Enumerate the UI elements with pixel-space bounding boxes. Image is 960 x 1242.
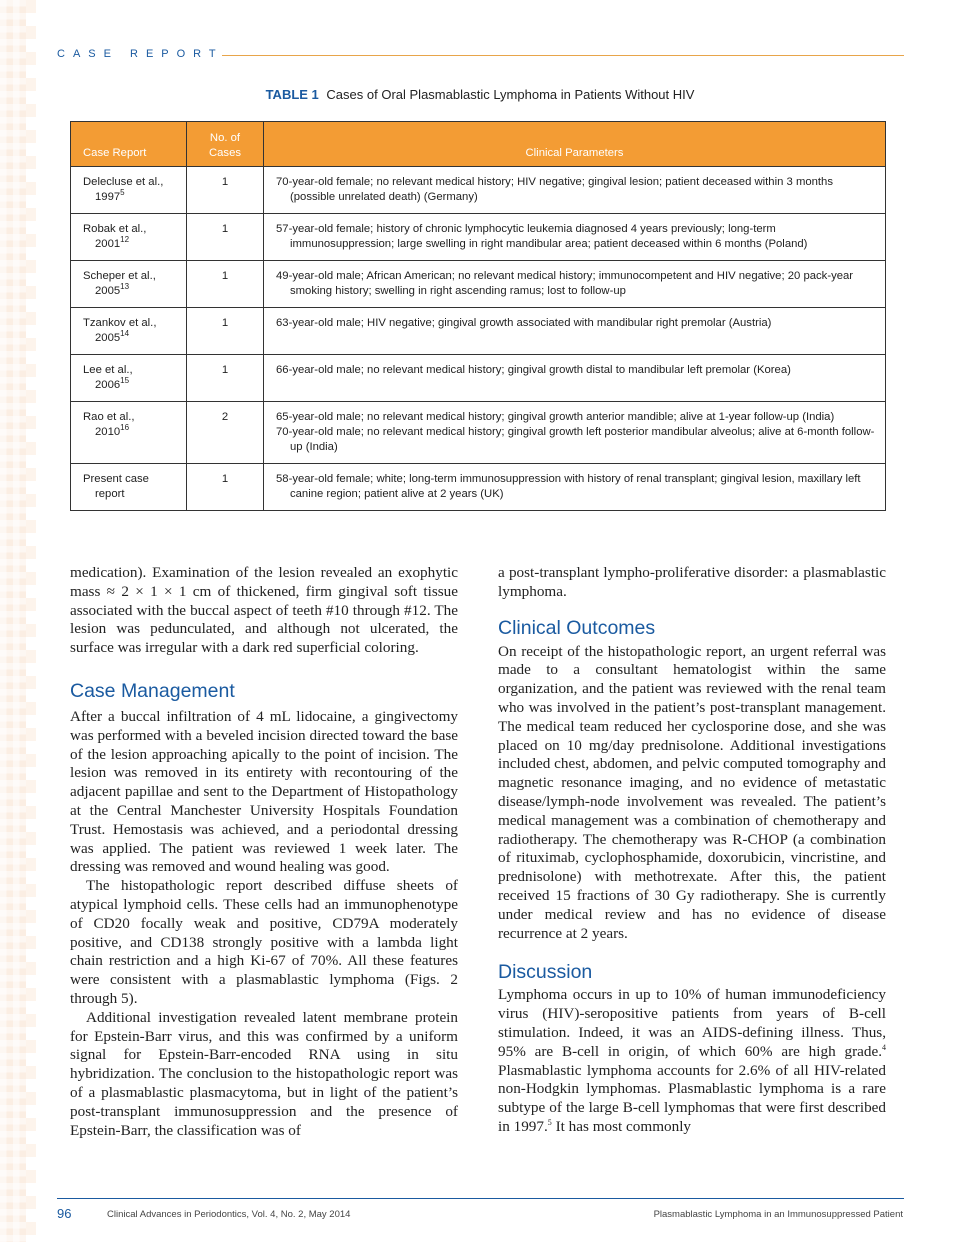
case-year-line [83, 487, 178, 502]
case-report-cell [71, 261, 187, 308]
number-of-cases-cell: 1 [187, 167, 264, 214]
heading-discussion: Discussion [498, 961, 593, 984]
case-citation-ref: 15 [120, 376, 130, 386]
column-header-case-report: Case Report [71, 122, 187, 167]
clinical-parameters-cell [264, 261, 886, 308]
case-year-line [83, 284, 178, 299]
clinical-parameter-entry: 63-year-old male; HIV negative; gingival growth associated with mandibular right premolar (Austria) [276, 317, 772, 329]
case-year-line [83, 237, 178, 252]
case-report-cell [71, 308, 187, 355]
case-year: 2010 [95, 426, 121, 438]
number-of-cases-cell: 1 [187, 308, 264, 355]
clinical-parameter-entry: 57-year-old female; history of chronic lymphocytic leukemia diagnosed 4 years previously; long-term immunosuppression; large swelling in right mandibular area; patient deceased within 6 months (Poland) [276, 223, 808, 250]
table-label: TABLE 1 [265, 87, 319, 102]
case-year: report [95, 488, 125, 500]
clinical-parameters-cell [264, 214, 886, 261]
discussion-text-a: Lymphoma occurs in up to 10% of human immunodeficiency virus (HIV)-seropositive patients from years of B-cell stimulation. Indeed, it was an AIDS-defining illness. Thus, 95% are B-cell in origin, of which 60% are high grade. [498, 986, 886, 1060]
case-year-line [83, 378, 178, 393]
case-citation-ref: 12 [120, 235, 130, 245]
clinical-outcomes-paragraph: On receipt of the histopathologic report, an urgent referral was made to a consultant hematologist within the same organization, and the patient was reviewed with the renal team who was involved in the patient’s post-transplant management. The medical team reduced her cyclosporine dose, and she was placed on 10 mg/day prednisolone. Additional investigations included chest, abdomen, and pelvic computed tomography and magnetic resonance imaging, and no evidence of metastatic disease/lymph-node involvement was revealed. The patient’s medical management was a combination of chemotherapy and radiotherapy. The chemotherapy was R-CHOP (a combination of rituximab, cyclophosphamide, doxorubicin, vincristine, and prednisolone) with methotrexate. After this, the patient received 15 fractions of 30 Gy radiotherapy. She is currently under medical review and has no evidence of disease recurrence at 2 years. [498, 642, 886, 942]
case-year: 2005 [95, 285, 121, 297]
table-header-row [71, 122, 886, 167]
number-of-cases-cell: 2 [187, 402, 264, 464]
case-author: Robak et al., [83, 223, 147, 235]
table-row [71, 355, 886, 402]
clinical-parameter-entry: 49-year-old male; African American; no relevant medical history; immunocompetent and HIV negative; 20 pack-year smoking history; swelling in right ascending ramus; lost to follow-up [276, 270, 854, 297]
table-title: Cases of Oral Plasmablastic Lymphoma in Patients Without HIV [326, 87, 695, 102]
case-author: Present case [83, 473, 149, 485]
number-of-cases-cell: 1 [187, 464, 264, 511]
citation-ref: 4 [882, 1042, 886, 1052]
intro-paragraph: medication). Examination of the lesion revealed an exophytic mass ≈ 2 × 1 × 1 cm of thickened, firm gingival soft tissue associated with the buccal aspect of teeth #10 through #12. The lesion was pedunculated, and although not ulcerated, the surface was irregular with a dark red superficial coloring. [70, 564, 458, 657]
number-of-cases-cell: 1 [187, 214, 264, 261]
case-author: Delecluse et al., [83, 176, 164, 188]
case-year: 1997 [95, 191, 121, 203]
column-header-cases-line2: Cases [208, 147, 242, 159]
table-caption [0, 87, 960, 102]
case-year-line [83, 190, 178, 205]
case-year-line [83, 425, 178, 440]
case-management-paragraph-3: Additional investigation revealed latent membrane protein for Epstein-Barr virus, and this was confirmed by a uniform signal for Epstein-Barr-encoded RNA using in situ hybridization. The conclusion to the histopathologic report was of a plasmablastic plasmacytoma, but in light of the patient’s post-transplant immunosuppression and the presence of Epstein-Barr, the classification was of [70, 1008, 458, 1139]
case-report-cell [71, 402, 187, 464]
clinical-parameters-cell [264, 355, 886, 402]
case-author: Rao et al., [83, 411, 135, 423]
column-header-no-of-cases [187, 122, 264, 167]
discussion-paragraph [498, 986, 886, 1136]
case-report-cell [71, 214, 187, 261]
case-author: Scheper et al., [83, 270, 156, 282]
case-citation-ref: 16 [120, 423, 130, 433]
decorative-margin-pattern [0, 0, 26, 1242]
case-year-line [83, 331, 178, 346]
table-row [71, 261, 886, 308]
number-of-cases-cell: 1 [187, 261, 264, 308]
header-rule [222, 55, 904, 56]
citation-ref: 5 [547, 1117, 552, 1127]
section-label: CASE REPORT [57, 48, 224, 60]
case-year: 2005 [95, 332, 121, 344]
journal-citation: Clinical Advances in Periodontics, Vol. 4, No. 2, May 2014 [107, 1209, 351, 1220]
case-year: 2001 [95, 238, 121, 250]
case-report-cell [71, 355, 187, 402]
page-number: 96 [57, 1206, 72, 1221]
column-header-clinical-parameters: Clinical Parameters [264, 122, 886, 167]
clinical-parameters-cell [264, 464, 886, 511]
heading-clinical-outcomes: Clinical Outcomes [498, 616, 656, 639]
decorative-margin-pattern-inner [26, 0, 36, 1242]
cases-table [70, 121, 886, 511]
case-report-cell [71, 464, 187, 511]
case-author: Lee et al., [83, 364, 133, 376]
clinical-parameter-entry: 58-year-old female; white; long-term immunosuppression with history of renal transplant; gingival lesion, maxillary left canine region; patient alive at 2 years (UK) [276, 473, 861, 500]
left-text-column [70, 564, 458, 1140]
table-row [71, 167, 886, 214]
table-row [71, 464, 886, 511]
case-citation-ref: 14 [120, 329, 130, 339]
case-report-cell [71, 167, 187, 214]
table-body [71, 167, 886, 511]
clinical-parameters-cell [264, 402, 886, 464]
case-management-paragraph-2: The histopathologic report described diffuse sheets of atypical lymphoid cells. These cells had an immunophenotype of CD20 focally weak and positive, CD79A moderately positive, and CD138 strongly positive with a lambda light chain restriction and a high Ki-67 of 70%. All these features were consistent with a plasmablastic lymphoma (Figs. 2 through 5). [70, 877, 458, 1007]
continuation-paragraph: a post-transplant lympho-proliferative disorder: a plasmablastic lymphoma. [498, 564, 886, 600]
column-header-cases-line1: No. of [209, 132, 241, 144]
clinical-parameters-cell [264, 167, 886, 214]
clinical-parameter-entry: 66-year-old male; no relevant medical history; gingival growth distal to mandibular left premolar (Korea) [276, 364, 791, 376]
clinical-parameters-cell [264, 308, 886, 355]
case-year: 2006 [95, 379, 121, 391]
heading-case-management: Case Management [70, 679, 235, 702]
footer-rule [57, 1198, 904, 1199]
clinical-parameter-entry: 70-year-old male; no relevant medical history; gingival growth left posterior mandibular alveolus; alive at 6-month follow-up (India) [276, 426, 875, 453]
running-title: Plasmablastic Lymphoma in an Immunosuppressed Patient [653, 1209, 903, 1220]
discussion-text-b: Plasmablastic lymphoma accounts for 2.6% of all HIV-related non-Hodgkin lymphomas. Plasmablastic lymphoma is a rare subtype of the large B-cell lymphomas that were first described in 1997. [498, 1061, 886, 1135]
number-of-cases-cell: 1 [187, 355, 264, 402]
clinical-parameter-entry: 65-year-old male; no relevant medical history; gingival growth anterior mandible; alive at 1-year follow-up (India) [276, 411, 835, 423]
table-row [71, 308, 886, 355]
right-text-column [498, 564, 886, 1137]
case-author: Tzankov et al., [83, 317, 157, 329]
case-citation-ref: 13 [120, 282, 130, 292]
discussion-text-c: It has most commonly [551, 1117, 692, 1135]
table-row [71, 402, 886, 464]
clinical-parameter-entry: 70-year-old female; no relevant medical history; HIV negative; gingival lesion; patient deceased within 3 months (possible unrelated death) (Germany) [276, 176, 833, 203]
table-row [71, 214, 886, 261]
case-citation-ref: 5 [120, 188, 125, 198]
case-management-paragraph-1: After a buccal infiltration of 4 mL lidocaine, a gingivectomy was performed with a beveled incision directed toward the base of the lesion approaching apically to the point of incision. The lesion was removed in its entirety with recontouring of the adjacent papillae and sent to the Department of Histopathology at the Central Manchester University Hospitals Foundation Trust. Hemostasis was achieved, and a periodontal dressing was applied. The patient was reviewed 1 week later. The dressing was removed and wound healing was good. [70, 707, 458, 876]
